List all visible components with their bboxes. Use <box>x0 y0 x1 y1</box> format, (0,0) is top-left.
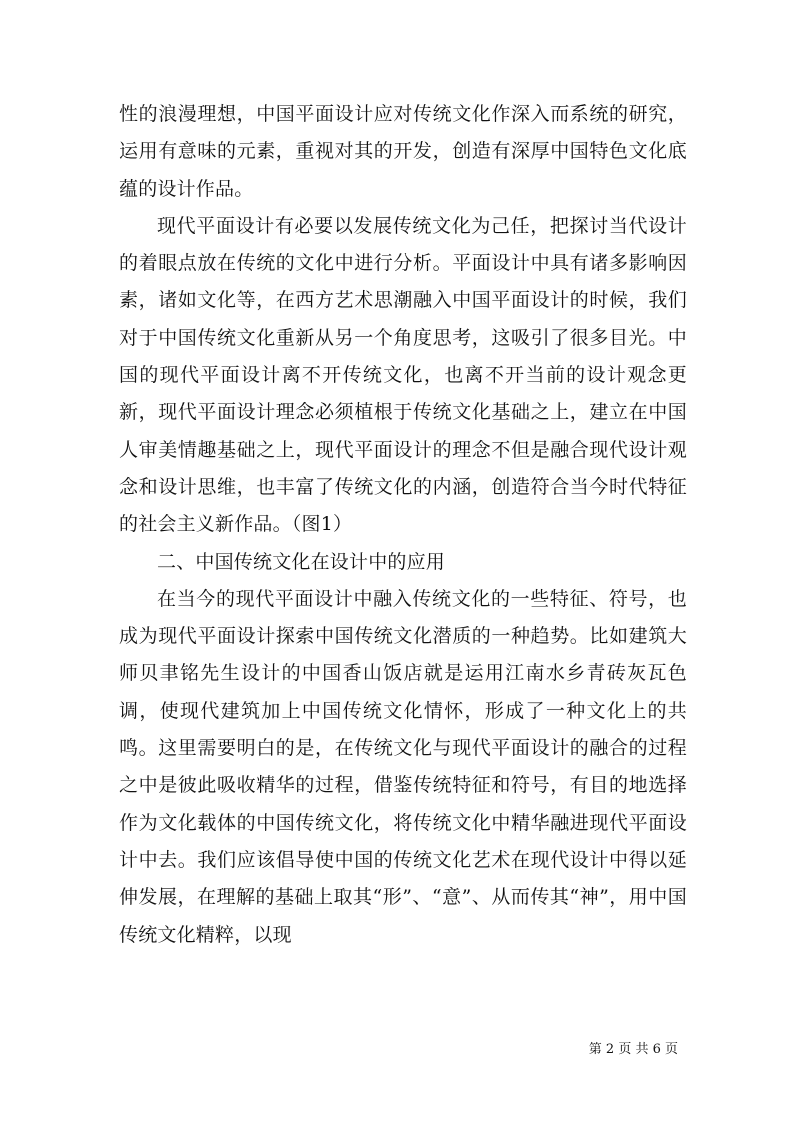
page-number-footer: 第 2 页 共 6 页 <box>588 1042 678 1057</box>
paragraph-application: 在当今的现代平面设计中融入传统文化的一些特征、符号，也成为现代平面设计探索中国传统文化潜质的一种趋势。比如建筑大师贝聿铭先生设计的中国香山饭店就是运用江南水乡青砖灰瓦色调，使现代建筑加上中国传统文化情怀，形成了一种文化上的共鸣。这里需要明白的是，在传统文化与现代平面设计的融合的过程之中是彼此吸收精华的过程，借鉴传统特征和符号，有目的地选择作为文化载体的中国传统文化，将传统文化中精华融进现代平面设计中去。我们应该倡导使中国的传统文化艺术在现代设计中得以延伸发展，在理解的基础上取其“形”、“意”、从而传其“神”，用中国传统文化精粹，以现 <box>119 587 687 946</box>
document-body <box>119 96 687 954</box>
paragraph-continuation: 性的浪漫理想，中国平面设计应对传统文化作深入而系统的研究，运用有意味的元素，重视对其的开发，创造有深厚中国特色文化底蕴的设计作品。 <box>119 103 687 200</box>
paragraph-modern-design: 现代平面设计有必要以发展传统文化为己任，把探讨当代设计的着眼点放在传统的文化中进行分析。平面设计中具有诸多影响因素，诸如文化等，在西方艺术思潮融入中国平面设计的时候，我们对于中国传统文化重新从另一个角度思考，这吸引了很多目光。中国的现代平面设计离不开传统文化，也离不开当前的设计观念更新，现代平面设计理念必须植根于传统文化基础之上，建立在中国人审美情趣基础之上，现代平面设计的理念不但是融合现代设计观念和设计思维，也丰富了传统文化的内涵，创造符合当今时代特征的社会主义新作品。（图1） <box>119 214 687 536</box>
section-heading: 二、中国传统文化在设计中的应用 <box>157 550 446 573</box>
